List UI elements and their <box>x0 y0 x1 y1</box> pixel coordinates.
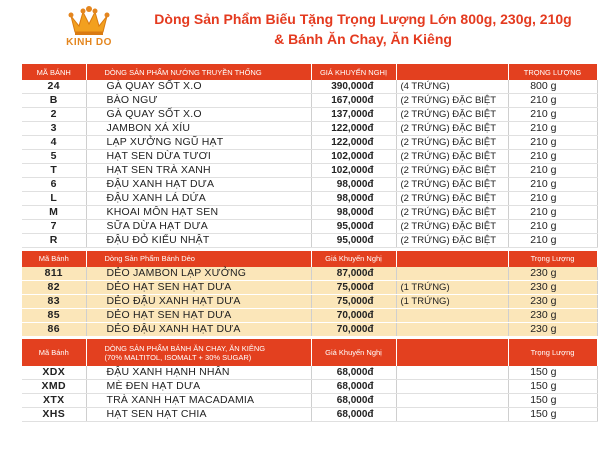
cell-note <box>396 394 508 408</box>
cell-product-name: ĐẬU XANH HẠNH NHÂN <box>86 366 311 380</box>
title-line-1: Dòng Sản Phẩm Biếu Tặng Trọng Lượng Lớn 800g, 230g, 210g <box>154 11 572 27</box>
cell-code: M <box>22 206 86 220</box>
section-body-traditional <box>22 80 597 248</box>
cell-price: 68,000đ <box>311 394 396 408</box>
table-row <box>22 122 597 136</box>
cell-weight: 210 g <box>508 192 597 206</box>
header-weight: Trọng Lượng <box>508 251 597 267</box>
header-price: Giá Khuyến Nghị <box>311 339 396 366</box>
cell-code: 2 <box>22 108 86 122</box>
cell-note: (2 TRỨNG) ĐẶC BIỆT <box>396 122 508 136</box>
cell-price: 122,000đ <box>311 136 396 150</box>
cell-product-name: BÀO NGƯ <box>86 94 311 108</box>
section-header-traditional <box>22 64 597 80</box>
cell-weight: 210 g <box>508 94 597 108</box>
price-table <box>22 64 598 422</box>
page-header <box>0 0 613 62</box>
table-row <box>22 267 597 281</box>
crown-icon <box>67 6 111 36</box>
table-row <box>22 108 597 122</box>
cell-note: (1 TRỨNG) <box>396 294 508 308</box>
cell-product-name: GÀ QUAY SỐT X.O <box>86 80 311 94</box>
cell-price: 102,000đ <box>311 164 396 178</box>
table-row <box>22 366 597 380</box>
section-header-mochi <box>22 251 597 267</box>
cell-product-name: LẠP XƯỞNG NGŨ HẠT <box>86 136 311 150</box>
cell-note <box>396 408 508 422</box>
cell-code: 24 <box>22 80 86 94</box>
table-row <box>22 164 597 178</box>
cell-product-name: MÈ ĐEN HẠT DƯA <box>86 380 311 394</box>
cell-note <box>396 380 508 394</box>
cell-weight: 800 g <box>508 80 597 94</box>
section-body-mochi <box>22 267 597 337</box>
cell-product-name: SỮA DỪA HẠT DƯA <box>86 220 311 234</box>
header-code: Mã Bánh <box>22 339 86 366</box>
cell-weight: 230 g <box>508 280 597 294</box>
cell-product-name: ĐẬU ĐỎ KIỂU NHẬT <box>86 234 311 248</box>
cell-note: (2 TRỨNG) ĐẶC BIỆT <box>396 178 508 192</box>
cell-weight: 150 g <box>508 394 597 408</box>
cell-price: 70,000đ <box>311 308 396 322</box>
cell-price: 122,000đ <box>311 122 396 136</box>
cell-price: 167,000đ <box>311 94 396 108</box>
table-row <box>22 94 597 108</box>
cell-weight: 230 g <box>508 322 597 336</box>
cell-product-name: TRÀ XANH HẠT MACADAMIA <box>86 394 311 408</box>
header-note <box>396 339 508 366</box>
cell-product-name: DẺO JAMBON LẠP XƯỞNG <box>86 267 311 281</box>
cell-product-name: DẺO HẠT SEN HẠT DƯA <box>86 308 311 322</box>
cell-code: 85 <box>22 308 86 322</box>
cell-code: 86 <box>22 322 86 336</box>
cell-price: 68,000đ <box>311 408 396 422</box>
cell-weight: 230 g <box>508 267 597 281</box>
cell-product-name: DẺO ĐẬU XANH HẠT DƯA <box>86 294 311 308</box>
cell-price: 98,000đ <box>311 178 396 192</box>
cell-code: 3 <box>22 122 86 136</box>
cell-note: (2 TRỨNG) ĐẶC BIỆT <box>396 94 508 108</box>
cell-product-name: HẠT SEN DỪA TƯƠI <box>86 150 311 164</box>
cell-price: 98,000đ <box>311 206 396 220</box>
cell-price: 98,000đ <box>311 192 396 206</box>
page-title <box>128 9 598 49</box>
cell-price: 68,000đ <box>311 380 396 394</box>
brand-logo <box>58 6 120 58</box>
cell-product-name: KHOAI MÔN HẠT SEN <box>86 206 311 220</box>
table-row <box>22 280 597 294</box>
cell-price: 70,000đ <box>311 322 396 336</box>
cell-weight: 210 g <box>508 136 597 150</box>
cell-product-name: ĐẬU XANH LÁ DỨA <box>86 192 311 206</box>
cell-code: 82 <box>22 280 86 294</box>
cell-weight: 210 g <box>508 122 597 136</box>
cell-weight: 230 g <box>508 308 597 322</box>
cell-note <box>396 267 508 281</box>
cell-price: 75,000đ <box>311 280 396 294</box>
table-row <box>22 136 597 150</box>
cell-note <box>396 308 508 322</box>
cell-note: (2 TRỨNG) ĐẶC BIỆT <box>396 192 508 206</box>
cell-note: (1 TRỨNG) <box>396 280 508 294</box>
cell-weight: 210 g <box>508 234 597 248</box>
cell-weight: 210 g <box>508 178 597 192</box>
cell-note: (2 TRỨNG) ĐẶC BIỆT <box>396 164 508 178</box>
table-row <box>22 408 597 422</box>
cell-note: (4 TRỨNG) <box>396 80 508 94</box>
table-row <box>22 308 597 322</box>
header-product-line: DÒNG SẢN PHẨM NƯỚNG TRUYỀN THỐNG <box>86 64 311 80</box>
table-row <box>22 206 597 220</box>
cell-price: 75,000đ <box>311 294 396 308</box>
cell-code: XHS <box>22 408 86 422</box>
cell-price: 87,000đ <box>311 267 396 281</box>
cell-code: R <box>22 234 86 248</box>
cell-price: 95,000đ <box>311 234 396 248</box>
header-note <box>396 251 508 267</box>
header-product-line-sub: (70% MALTITOL, ISOMALT + 30% SUGAR) <box>104 352 252 362</box>
header-product-line-main: DÒNG SẢN PHẨM BÁNH ĂN CHAY, ĂN KIÊNG <box>104 343 266 353</box>
header-code: MÃ BÁNH <box>22 64 86 80</box>
brand-name: KINH DO <box>66 37 112 48</box>
cell-product-name: HẠT SEN TRÀ XANH <box>86 164 311 178</box>
cell-price: 137,000đ <box>311 108 396 122</box>
cell-code: B <box>22 94 86 108</box>
cell-product-name: HẠT SEN HẠT CHIA <box>86 408 311 422</box>
cell-code: 5 <box>22 150 86 164</box>
cell-note: (2 TRỨNG) ĐẶC BIỆT <box>396 234 508 248</box>
cell-product-name: JAMBON XÁ XÍU <box>86 122 311 136</box>
header-price: GIÁ KHUYẾN NGHỊ <box>311 64 396 80</box>
cell-note: (2 TRỨNG) ĐẶC BIỆT <box>396 136 508 150</box>
header-weight: TRỌNG LƯỢNG <box>508 64 597 80</box>
cell-note: (2 TRỨNG) ĐẶC BIỆT <box>396 108 508 122</box>
cell-weight: 210 g <box>508 220 597 234</box>
table-row <box>22 220 597 234</box>
cell-weight: 210 g <box>508 108 597 122</box>
cell-code: XDX <box>22 366 86 380</box>
cell-price: 68,000đ <box>311 366 396 380</box>
cell-code: 83 <box>22 294 86 308</box>
cell-weight: 210 g <box>508 164 597 178</box>
cell-weight: 210 g <box>508 206 597 220</box>
title-line-2: & Bánh Ăn Chay, Ăn Kiêng <box>274 31 452 47</box>
table-row <box>22 150 597 164</box>
table-row <box>22 294 597 308</box>
header-weight: Trọng Lượng <box>508 339 597 366</box>
table-row <box>22 80 597 94</box>
cell-price: 390,000đ <box>311 80 396 94</box>
table-row <box>22 234 597 248</box>
cell-note: (2 TRỨNG) ĐẶC BIỆT <box>396 220 508 234</box>
cell-weight: 150 g <box>508 366 597 380</box>
cell-code: XTX <box>22 394 86 408</box>
table-row <box>22 380 597 394</box>
cell-price: 102,000đ <box>311 150 396 164</box>
cell-note <box>396 322 508 336</box>
cell-code: L <box>22 192 86 206</box>
header-code: Mã Bánh <box>22 251 86 267</box>
cell-product-name: DẺO HẠT SEN HẠT DƯA <box>86 280 311 294</box>
cell-note: (2 TRỨNG) ĐẶC BIỆT <box>396 150 508 164</box>
header-product-line <box>86 339 311 366</box>
table-row <box>22 322 597 336</box>
cell-note <box>396 366 508 380</box>
cell-product-name: ĐẬU XANH HẠT DƯA <box>86 178 311 192</box>
table-row <box>22 178 597 192</box>
header-product-line: Dòng Sản Phẩm Bánh Dẻo <box>86 251 311 267</box>
cell-weight: 230 g <box>508 294 597 308</box>
section-header-diet <box>22 339 597 366</box>
price-table-wrap <box>22 64 597 422</box>
cell-code: 7 <box>22 220 86 234</box>
table-row <box>22 192 597 206</box>
cell-code: T <box>22 164 86 178</box>
cell-code: 811 <box>22 267 86 281</box>
header-note <box>396 64 508 80</box>
header-price: Giá Khuyến Nghị <box>311 251 396 267</box>
cell-code: 6 <box>22 178 86 192</box>
cell-weight: 210 g <box>508 150 597 164</box>
cell-price: 95,000đ <box>311 220 396 234</box>
cell-weight: 150 g <box>508 408 597 422</box>
cell-note: (2 TRỨNG) ĐẶC BIỆT <box>396 206 508 220</box>
cell-product-name: DẺO ĐẬU XANH HẠT DƯA <box>86 322 311 336</box>
section-body-diet <box>22 366 597 422</box>
cell-weight: 150 g <box>508 380 597 394</box>
cell-code: 4 <box>22 136 86 150</box>
cell-code: XMD <box>22 380 86 394</box>
table-row <box>22 394 597 408</box>
cell-product-name: GÀ QUAY SỐT X.O <box>86 108 311 122</box>
